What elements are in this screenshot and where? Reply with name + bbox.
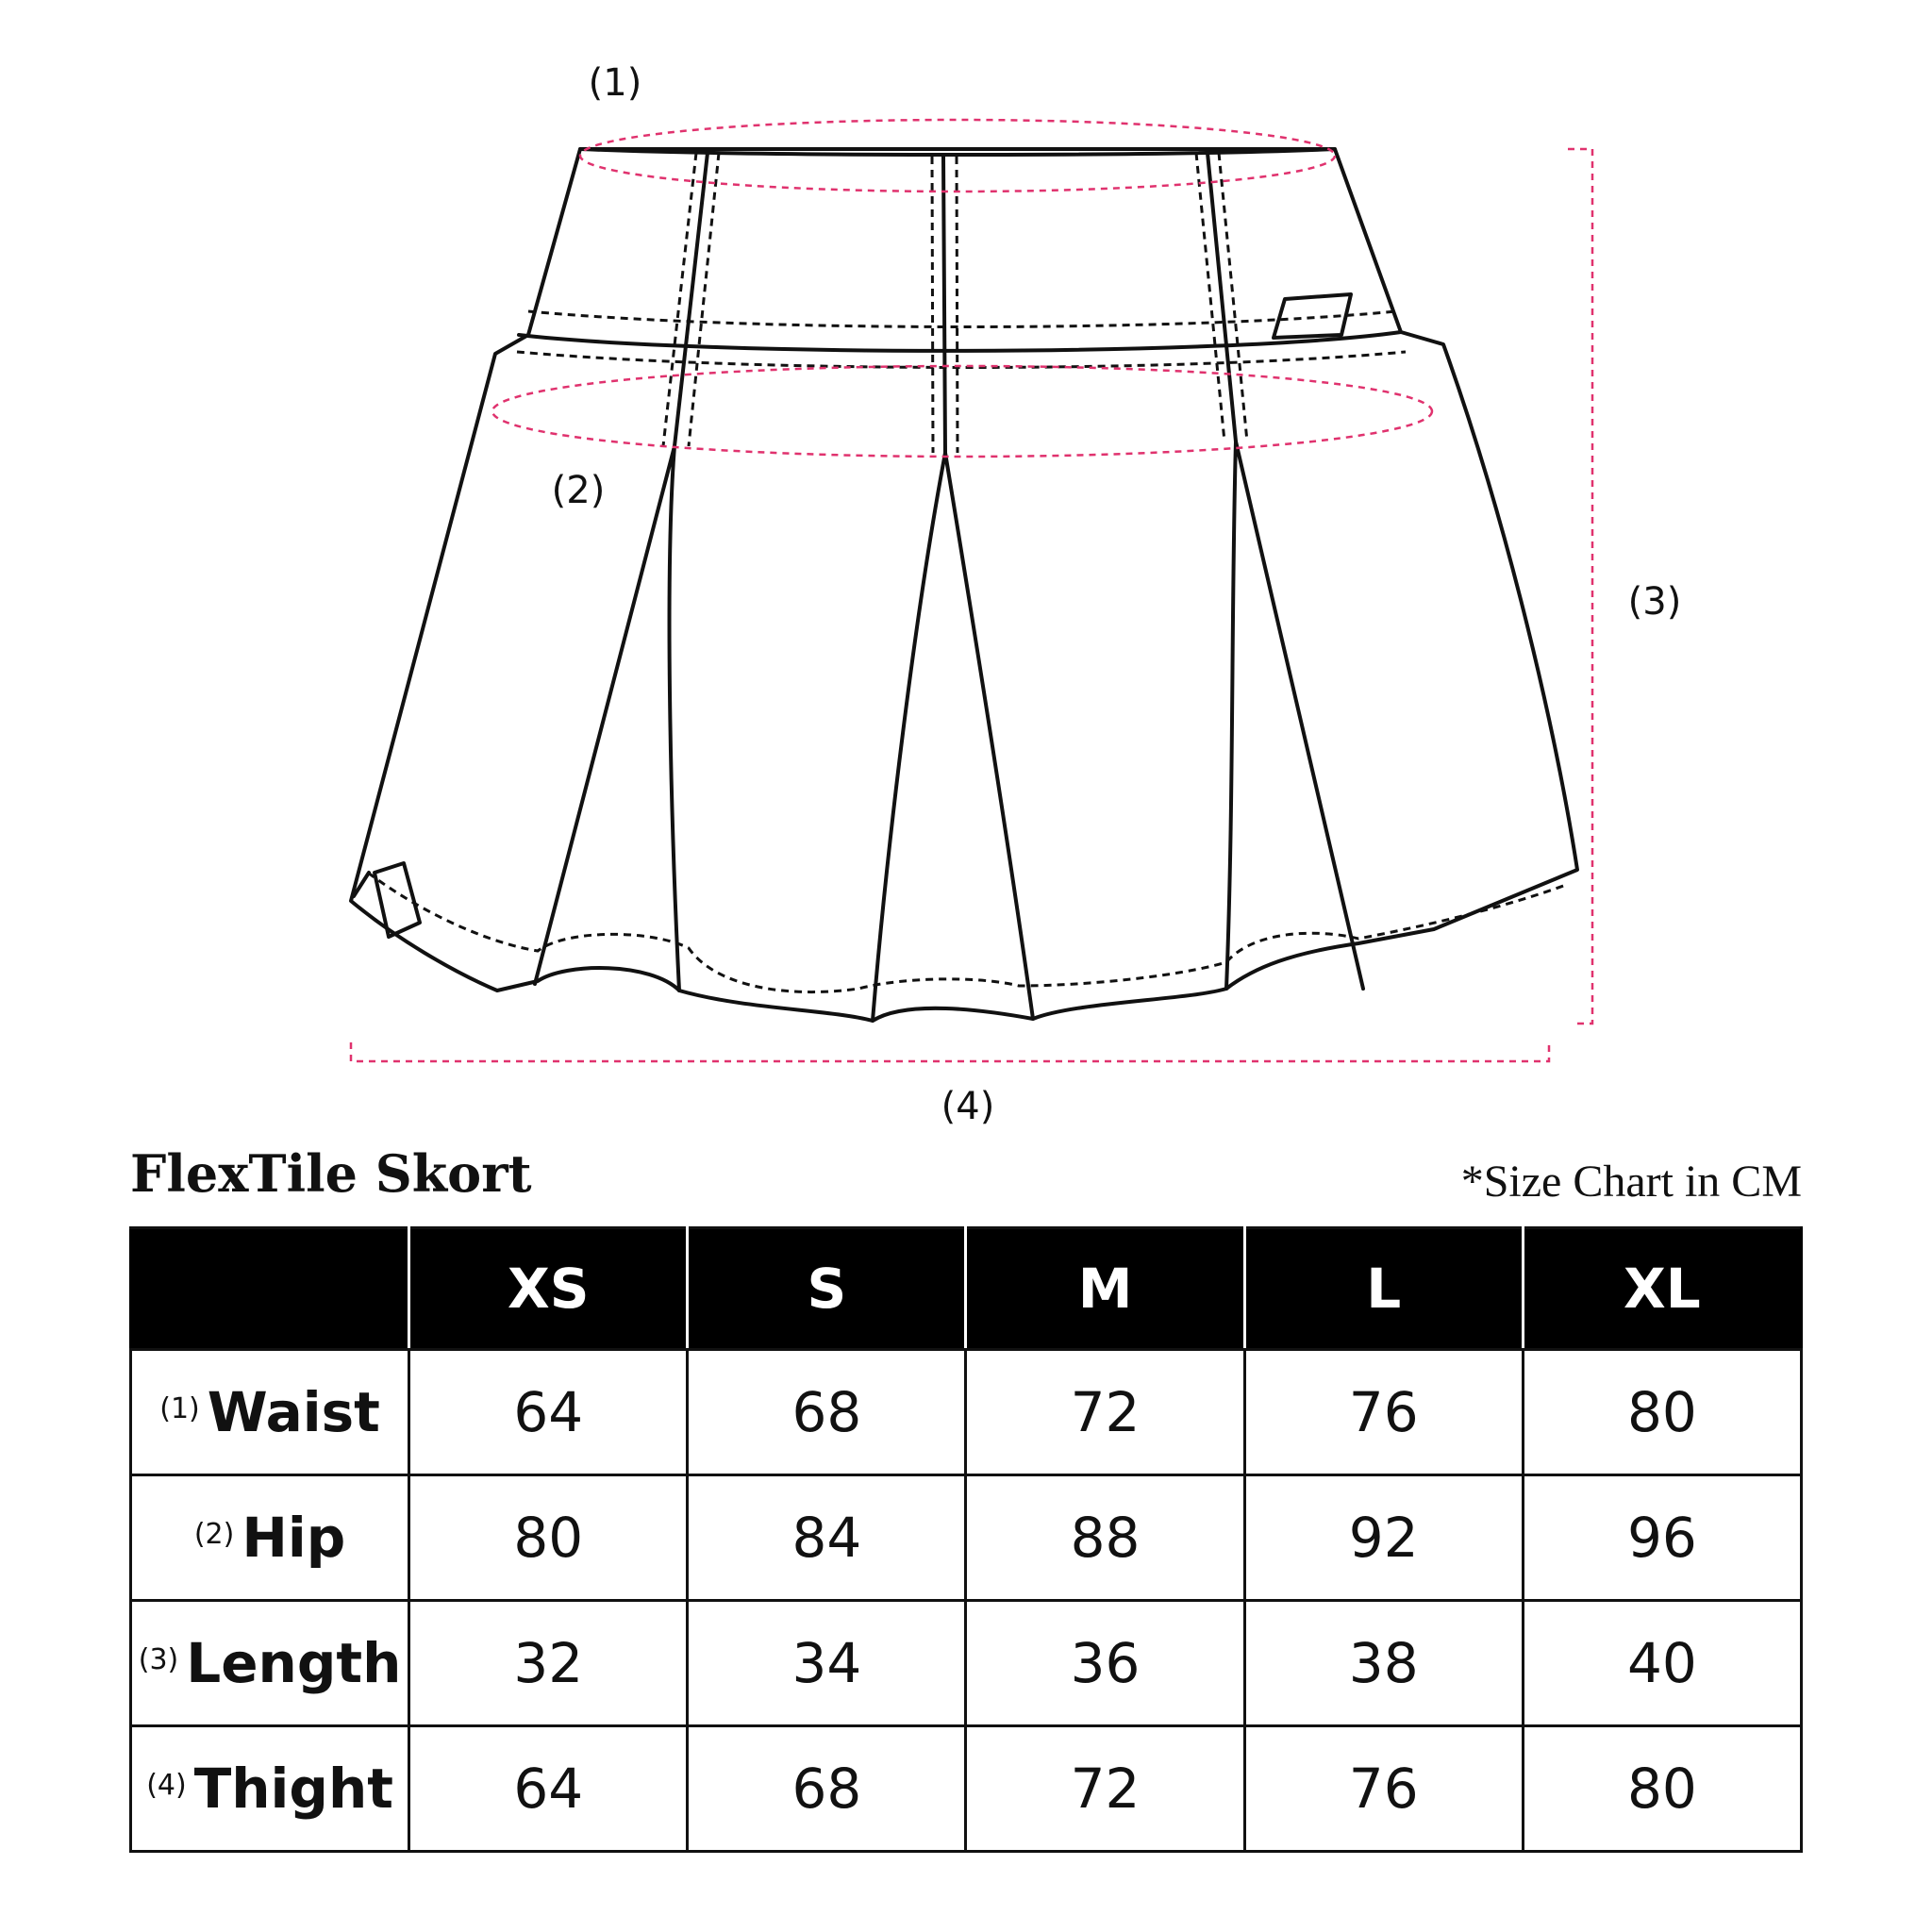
pleat-center <box>873 453 1033 1021</box>
value-cell: 92 <box>1244 1475 1523 1601</box>
value-cell: 40 <box>1523 1601 1801 1726</box>
row-header-length <box>131 1601 409 1726</box>
row-header-thight <box>131 1726 409 1852</box>
row-header-hip <box>131 1475 409 1601</box>
row-label: Length <box>186 1631 402 1695</box>
waist-marker-label: (1) <box>588 61 642 105</box>
row-number: (2) <box>193 1518 235 1551</box>
value-cell: 68 <box>688 1350 966 1475</box>
value-cell: 88 <box>966 1475 1244 1601</box>
value-cell: 36 <box>966 1601 1244 1726</box>
value-cell: 64 <box>409 1350 688 1475</box>
pleat-right <box>1226 441 1363 989</box>
length-marker-label: (3) <box>1627 580 1682 624</box>
value-cell: 32 <box>409 1601 688 1726</box>
value-cell: 76 <box>1244 1726 1523 1852</box>
row-label: Thight <box>193 1757 393 1821</box>
value-cell: 80 <box>1523 1350 1801 1475</box>
value-cell: 84 <box>688 1475 966 1601</box>
unit-note: *Size Chart in CM <box>1460 1157 1802 1207</box>
header-corner-cell <box>131 1228 409 1350</box>
value-cell: 80 <box>1523 1726 1801 1852</box>
size-chart-table <box>129 1226 1803 1853</box>
table-row <box>131 1726 1802 1852</box>
value-cell: 76 <box>1244 1350 1523 1475</box>
row-label: Waist <box>207 1380 380 1444</box>
table-row <box>131 1475 1802 1601</box>
value-cell: 64 <box>409 1726 688 1852</box>
hip-marker-label: (2) <box>551 469 606 512</box>
row-number: (1) <box>159 1392 200 1425</box>
value-cell: 68 <box>688 1726 966 1852</box>
size-header-xs: XS <box>409 1228 688 1350</box>
value-cell: 72 <box>966 1726 1244 1852</box>
length-measure-line <box>1568 149 1592 1024</box>
panel-seam-center <box>943 157 945 453</box>
value-cell: 96 <box>1523 1475 1801 1601</box>
row-header-waist <box>131 1350 409 1475</box>
width-marker-label: (4) <box>941 1085 995 1128</box>
value-cell: 80 <box>409 1475 688 1601</box>
hem-tag <box>354 863 420 937</box>
pleat-left <box>535 446 679 991</box>
size-header-s: S <box>688 1228 966 1350</box>
row-number: (4) <box>146 1769 187 1802</box>
value-cell: 72 <box>966 1350 1244 1475</box>
size-header-l: L <box>1244 1228 1523 1350</box>
skort-outline <box>351 149 1577 1021</box>
table-row <box>131 1601 1802 1726</box>
table-row <box>131 1350 1802 1475</box>
size-header-xl: XL <box>1523 1228 1801 1350</box>
yoke-seam <box>519 332 1401 351</box>
row-number: (3) <box>138 1643 179 1676</box>
product-title: FlexTile Skort <box>130 1143 532 1204</box>
value-cell: 34 <box>688 1601 966 1726</box>
hip-measure-ring <box>492 366 1432 457</box>
value-cell: 38 <box>1244 1601 1523 1726</box>
size-header-row <box>131 1228 1802 1350</box>
size-header-m: M <box>966 1228 1244 1350</box>
row-label: Hip <box>242 1506 346 1570</box>
width-measure-line <box>351 1042 1549 1061</box>
